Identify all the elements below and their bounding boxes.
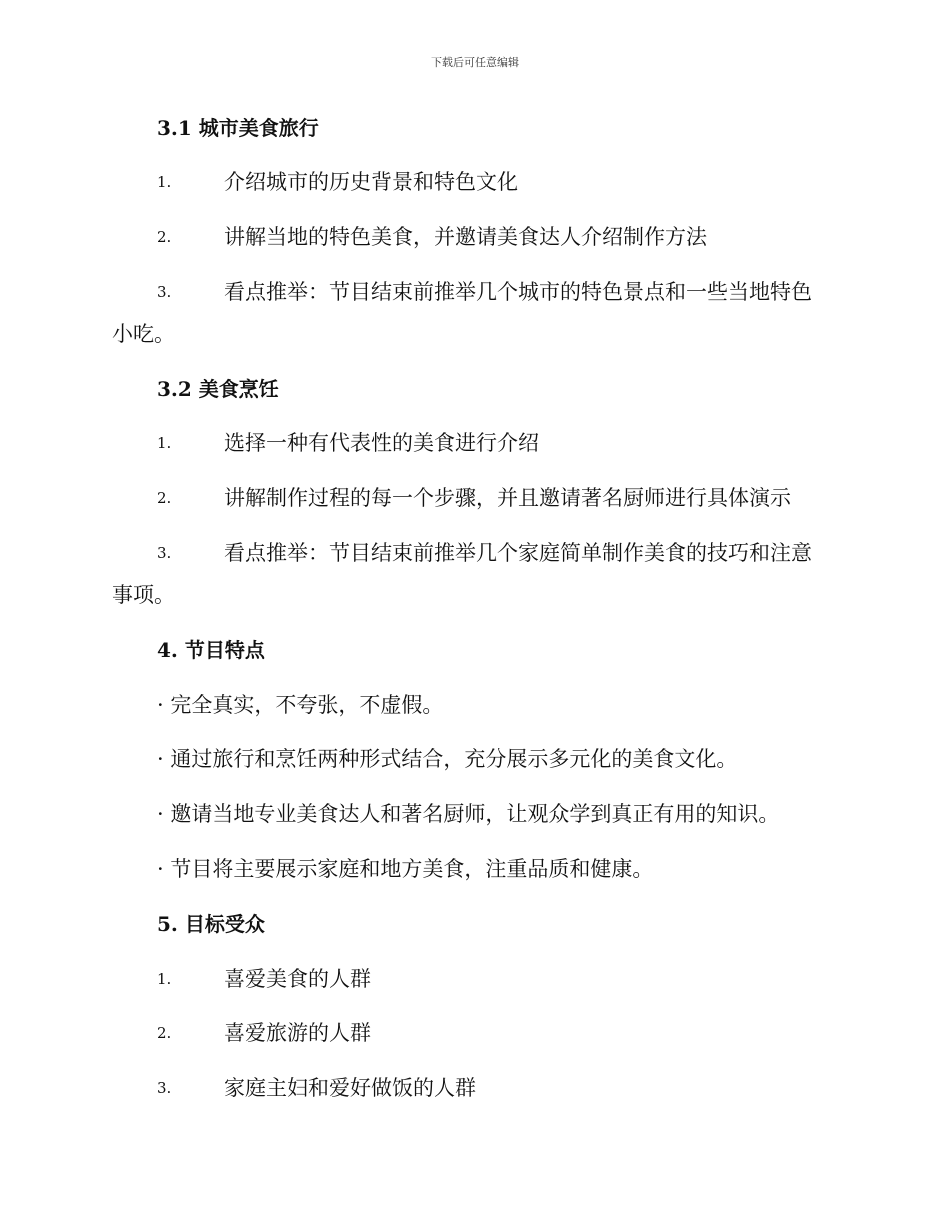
list-item-number: 2. xyxy=(157,1024,172,1042)
page-header: 下载后可任意编辑 xyxy=(431,56,519,69)
list-item-text: 讲解制作过程的每一个步骤，并且邀请著名厨师进行具体演示 xyxy=(224,486,791,510)
list-item-text: 看点推举：节目结束前推举几个家庭简单制作美食的技巧和注意 xyxy=(224,541,812,565)
list-item-number: 3. xyxy=(157,283,172,301)
bullet-item: · 节目将主要展示家庭和地方美食，注重品质和健康。 xyxy=(157,857,654,881)
list-item-number: 2. xyxy=(157,489,172,507)
list-item-text-continuation: 事项。 xyxy=(112,583,175,607)
section-3-2-title: 3.2 美食烹饪 xyxy=(157,377,279,401)
bullet-item: · 完全真实，不夸张，不虚假。 xyxy=(157,693,444,717)
list-item-number: 1. xyxy=(157,434,172,452)
list-item-number: 1. xyxy=(157,173,172,191)
section-3-1-title: 3.1 城市美食旅行 xyxy=(157,116,319,140)
list-item-number: 1. xyxy=(157,970,172,988)
list-item-text: 喜爱美食的人群 xyxy=(224,967,371,991)
list-item-text: 介绍城市的历史背景和特色文化 xyxy=(224,170,518,194)
list-item-text: 看点推举：节目结束前推举几个城市的特色景点和一些当地特色 xyxy=(224,280,812,304)
list-item-number: 3. xyxy=(157,544,172,562)
section-5-title: 5. 目标受众 xyxy=(157,912,265,936)
bullet-item: · 邀请当地专业美食达人和著名厨师，让观众学到真正有用的知识。 xyxy=(157,802,780,826)
section-4-title: 4. 节目特点 xyxy=(157,638,265,662)
list-item-text: 讲解当地的特色美食，并邀请美食达人介绍制作方法 xyxy=(224,225,707,249)
bullet-item: · 通过旅行和烹饪两种形式结合，充分展示多元化的美食文化。 xyxy=(157,747,738,771)
list-item-number: 2. xyxy=(157,228,172,246)
list-item-text: 家庭主妇和爱好做饭的人群 xyxy=(224,1076,476,1100)
list-item-text-continuation: 小吃。 xyxy=(112,322,175,346)
list-item-text: 选择一种有代表性的美食进行介绍 xyxy=(224,431,539,455)
list-item-number: 3. xyxy=(157,1079,172,1097)
list-item-text: 喜爱旅游的人群 xyxy=(224,1021,371,1045)
